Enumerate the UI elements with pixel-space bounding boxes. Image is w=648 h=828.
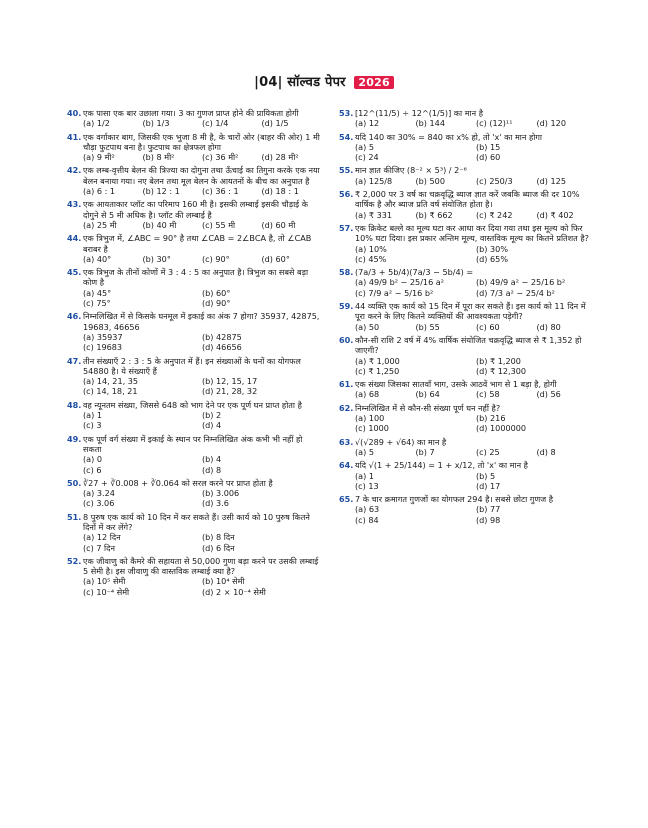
option: (c) 90° (202, 253, 230, 264)
question-line (339, 301, 597, 322)
question-text: एक जीवाणु को कैमरे की सहायता से 50,000 गुणा बड़ा करने पर उसकी लम्बाई 5 सेमी है। इस जीवाणु की वास्तविक लम्बाई क्या है? (83, 555, 319, 577)
option: (a) 9 मी² (83, 152, 115, 163)
options-list (67, 576, 321, 597)
option: (d) 60° (261, 253, 290, 264)
question-line (339, 335, 597, 356)
options-list (339, 277, 597, 298)
question-text: 7 के चार क्रमागत गुणजों का योगफल 294 है। सबसे छोटा गुणज है (355, 494, 554, 505)
option: (c) 36 : 1 (202, 186, 239, 197)
option: (d) 80 (536, 321, 561, 332)
option: (b) 216 (476, 413, 506, 424)
option: (a) 49/9 b² − 25/16 a² (355, 277, 445, 288)
option: (d) ₹ 12,300 (476, 365, 527, 376)
question-number: 59. (339, 301, 354, 312)
options-list (67, 332, 321, 353)
option: (a) 5 (355, 141, 374, 152)
option: (c) 84 (355, 514, 379, 525)
options-list (339, 356, 597, 377)
options-list (67, 376, 321, 397)
option: (b) 5 (476, 470, 496, 481)
question-text: एक त्रिभुज में, ∠ABC = 90° है तथा ∠CAB = 2∠BCA है, तो ∠CAB बराबर है (83, 233, 312, 254)
option: (a) 68 (355, 389, 380, 400)
option: (a) 1 (83, 410, 102, 421)
option: (d) 7/3 a² − 25/4 b² (476, 287, 555, 298)
question-65 (339, 494, 597, 525)
question-text: √(√289 + √64) का मान है (355, 436, 447, 447)
option: (a) 14, 21, 35 (83, 376, 139, 387)
options-list (67, 152, 321, 162)
question-text: एक पासा एक बार उछाला गया। 3 का गुणज प्राप्त होने की प्रायिकता होगी (83, 108, 299, 118)
question-text: वह न्यूनतम संख्या, जिससे 648 को भाग देने पर एक पूर्ण घन प्राप्त होता है (83, 399, 302, 410)
question-text: ₹ 2,000 पर 3 वर्ष का चक्रवृद्धि ब्याज ज्ञात करें जबकि ब्याज की दर 10% वार्षिक है और ब्याज प्रति वर्ष संयोजित होता है। (355, 189, 580, 210)
question-line (67, 132, 321, 153)
question-number: 54. (339, 131, 354, 142)
option: (d) 6 दिन (202, 542, 235, 553)
option: (c) 14, 18, 21 (83, 386, 138, 397)
options-list (339, 176, 597, 186)
question-51 (67, 512, 321, 553)
question-line (67, 311, 321, 332)
option: (c) (12)¹¹ (476, 118, 513, 129)
option: (a) ₹ 1,000 (355, 355, 400, 366)
question-number: 58. (339, 267, 354, 278)
question-number: 50. (67, 477, 82, 488)
option: (d) 120 (536, 118, 566, 129)
options-list (339, 504, 597, 525)
question-line (67, 512, 321, 533)
question-number: 44. (67, 233, 82, 244)
question-text: एक लम्ब-वृत्तीय बेलन की त्रिज्या का दोगुना तथा ऊँचाई का तिगुना करके एक नया बेलन बनाया गया। नए बेलन तथा मूल बेलन के आयतनों के बीच का अनुपात है (83, 165, 320, 186)
option: (b) 3.006 (202, 488, 240, 499)
question-line (339, 379, 597, 389)
option: (c) 3.06 (83, 498, 115, 509)
options-list (339, 118, 597, 128)
question-number: 45. (67, 267, 82, 278)
option: (c) 60 (476, 321, 500, 332)
option: (c) 3 (83, 420, 102, 431)
option: (a) 12 दिन (83, 532, 121, 543)
question-number: 40. (67, 108, 82, 118)
option: (b) 1/3 (142, 118, 170, 129)
option: (d) 8 (202, 464, 222, 475)
option: (d) 4 (202, 420, 222, 431)
right-column (339, 108, 597, 528)
option: (b) 55 (415, 321, 440, 332)
option: (d) 56 (536, 389, 561, 400)
options-list (67, 220, 321, 230)
question-text: एक क्रिकेट बल्ले का मूल्य घटा कर आधा कर दिया गया तथा इस मूल्य को फिर 10% घटा दिया। इस प्रकार अन्तिम मूल्य, वास्तविक मूल्य का कितने प्रतिशत है? (355, 222, 589, 244)
question-43 (67, 199, 321, 230)
option: (a) ₹ 331 (355, 209, 393, 220)
question-line (339, 108, 597, 118)
options-list (339, 389, 597, 399)
option: (d) 46656 (202, 342, 242, 353)
option: (a) 1/2 (83, 118, 110, 129)
option: (c) 7 दिन (83, 542, 115, 553)
option: (a) 63 (355, 504, 380, 515)
option: (c) 1000 (355, 423, 389, 434)
option: (b) 7 (415, 446, 435, 457)
option: (c) 7/9 a² − 5/16 b² (355, 287, 434, 298)
question-number: 46. (67, 311, 82, 322)
option: (a) 5 (355, 446, 374, 457)
options-list (67, 532, 321, 553)
question-41 (67, 132, 321, 163)
option: (d) 3.6 (202, 498, 229, 509)
option: (a) 125/8 (355, 175, 393, 186)
option: (d) 18 : 1 (261, 186, 299, 197)
question-text: निम्नलिखित में से किसके घनमूल में इकाई का अंक 7 होगा? 35937, 42875, 19683, 46656 (83, 311, 320, 332)
question-44 (67, 233, 321, 264)
option: (d) 28 मी² (261, 152, 299, 163)
question-61 (339, 379, 597, 400)
question-line (67, 556, 321, 577)
option: (c) 58 (476, 389, 500, 400)
question-line (67, 267, 321, 288)
question-48 (67, 400, 321, 431)
option: (b) 40 मी (142, 219, 177, 230)
option: (b) 60° (202, 287, 231, 298)
option: (d) 125 (536, 175, 566, 186)
option: (a) 45° (83, 287, 112, 298)
question-number: 64. (339, 460, 354, 471)
question-62 (339, 403, 597, 434)
option: (c) 36 मी² (202, 152, 239, 163)
question-49 (67, 434, 321, 475)
option: (b) 500 (415, 175, 445, 186)
option: (a) 35937 (83, 331, 123, 342)
year-badge: 2026 (354, 76, 393, 89)
question-line (67, 199, 321, 220)
option: (d) 98 (476, 514, 501, 525)
question-53 (339, 108, 597, 129)
option: (c) ₹ 242 (476, 209, 513, 220)
option: (b) 12, 15, 17 (202, 376, 258, 387)
option: (b) 30° (142, 253, 171, 264)
option: (b) 12 : 1 (142, 186, 180, 197)
question-line (339, 132, 597, 142)
question-number: 61. (339, 379, 354, 390)
question-number: 42. (67, 165, 82, 176)
option: (d) 2 × 10⁻⁴ सेमी (202, 586, 266, 597)
question-number: 43. (67, 199, 82, 210)
question-text: [12^(11/5) ÷ 12^(1/5)] का मान है (355, 108, 483, 118)
options-list (339, 210, 597, 220)
option: (b) 10⁴ सेमी (202, 576, 245, 587)
option: (d) 65% (476, 253, 509, 264)
option: (a) 1 (355, 470, 374, 481)
option: (b) 2 (202, 410, 222, 421)
option: (d) 1/5 (261, 118, 289, 129)
option: (c) 10⁻⁴ सेमी (83, 586, 130, 597)
options-list (67, 410, 321, 431)
option: (a) 50 (355, 321, 380, 332)
option: (a) 6 : 1 (83, 186, 116, 197)
question-line (67, 434, 321, 455)
question-45 (67, 267, 321, 308)
question-line (67, 165, 321, 186)
question-number: 57. (339, 222, 354, 233)
option: (c) ₹ 1,250 (355, 365, 400, 376)
question-number: 60. (339, 334, 354, 345)
option: (d) 17 (476, 480, 501, 491)
question-number: 49. (67, 433, 82, 444)
question-text: एक संख्या जिसका सातवाँ भाग, उसके आठवें भाग से 1 बड़ा है, होगी (355, 379, 557, 390)
left-column (67, 108, 321, 600)
option: (d) ₹ 402 (536, 209, 574, 220)
question-text: एक आयताकार प्लॉट का परिमाप 160 मी है। इसकी लम्बाई इसकी चौड़ाई के दोगुने से 5 मी अधिक है। प्लॉट की लम्बाई है (83, 199, 308, 220)
options-list (339, 322, 597, 332)
option: (b) 30% (476, 243, 509, 254)
question-55 (339, 165, 597, 186)
page-number: |04| (254, 75, 283, 90)
page-header (0, 72, 648, 90)
question-number: 52. (67, 555, 82, 566)
question-line (67, 233, 321, 254)
question-63 (339, 437, 597, 458)
question-line (67, 108, 321, 118)
question-number: 47. (67, 355, 82, 366)
question-text: 8 पुरुष एक कार्य को 10 दिन में कर सकते हैं। उसी कार्य को 10 पुरुष कितने दिनों में कर लेंगे? (83, 511, 310, 532)
option: (d) 90° (202, 298, 231, 309)
question-number: 41. (67, 131, 82, 142)
question-line (339, 165, 597, 175)
question-text: एक त्रिभुज के तीनों कोणों में 3 : 4 : 5 का अनुपात है। त्रिभुज का सबसे बड़ा कोण है (83, 267, 309, 288)
options-list (67, 186, 321, 196)
option: (a) 10⁵ सेमी (83, 576, 126, 587)
options-list (67, 254, 321, 264)
option: (d) 8 (536, 446, 556, 457)
options-list (339, 244, 597, 265)
option: (c) 1/4 (202, 118, 229, 129)
option: (b) 42875 (202, 331, 242, 342)
question-line (67, 478, 321, 488)
option: (a) 10% (355, 243, 387, 254)
question-text: कौन-सी राशि 2 वर्ष में 4% वार्षिक संयोजित चक्रवृद्धि ब्याज से ₹ 1,352 हो जाएगी? (355, 334, 582, 356)
option: (b) ₹ 662 (415, 209, 453, 220)
question-line (339, 189, 597, 210)
options-list (339, 471, 597, 492)
question-number: 51. (67, 511, 82, 522)
option: (a) 0 (83, 454, 102, 465)
question-text: 44 व्यक्ति एक कार्य को 15 दिन में पूरा कर सकते हैं। इस कार्य को 11 दिन में पूरा करने के लिए कितने व्यक्तियों की आवश्यकता पड़ेगी? (355, 301, 586, 322)
option: (b) 64 (415, 389, 440, 400)
question-58 (339, 267, 597, 298)
options-list (339, 142, 597, 163)
question-text: एक वर्गाकार बाग, जिसकी एक भुजा 8 मी है, के चारों ओर (बाहर की ओर) 1 मी चौड़ा फुटपाथ बना है। फुटपाथ का क्षेत्रफल होगा (83, 131, 320, 152)
question-number: 56. (339, 189, 354, 200)
question-line (339, 437, 597, 447)
question-42 (67, 165, 321, 196)
option: (b) 49/9 a² − 25/16 b² (476, 277, 566, 288)
question-line (339, 494, 597, 504)
question-text: ∛27 + ∛0.008 + ∛0.064 को सरल करने पर प्राप्त होता है (83, 477, 273, 488)
question-47 (67, 356, 321, 397)
question-text: एक पूर्ण वर्ग संख्या में इकाई के स्थान पर निम्नलिखित अंक कभी भी नहीं हो सकता (83, 433, 303, 454)
question-number: 62. (339, 402, 354, 413)
question-text: तीन संख्याएँ 2 : 3 : 5 के अनुपात में हैं। इन संख्याओं के घनों का योगफल 54880 है। ये संख्याएँ हैं (83, 355, 301, 376)
option: (b) 144 (415, 118, 445, 129)
option: (b) 8 मी² (142, 152, 175, 163)
option: (d) 60 (476, 152, 501, 163)
option: (a) 100 (355, 413, 385, 424)
option: (a) 25 मी (83, 219, 117, 230)
question-number: 63. (339, 436, 354, 447)
question-line (67, 356, 321, 377)
question-line (339, 403, 597, 413)
question-text: मान ज्ञात कीजिए (8⁻² × 5³) / 2⁻⁶ (355, 165, 467, 176)
option: (c) 13 (355, 480, 379, 491)
question-text: यदि √(1 + 25/144) = 1 + x/12, तो 'x' का मान है (355, 460, 528, 471)
question-text: निम्नलिखित में से कौन-सी संख्या पूर्ण घन नहीं है? (355, 402, 501, 413)
option: (c) 19683 (83, 342, 123, 353)
options-list (339, 413, 597, 434)
options-list (67, 288, 321, 309)
question-number: 55. (339, 165, 354, 176)
question-number: 48. (67, 399, 82, 410)
question-line (339, 267, 597, 277)
header-title: सॉल्वड पेपर (287, 75, 346, 90)
option: (b) 4 (202, 454, 222, 465)
question-line (339, 223, 597, 244)
option: (c) 250/3 (476, 175, 513, 186)
option: (b) 77 (476, 504, 501, 515)
question-59 (339, 301, 597, 332)
question-text: यदि 140 का 30% = 840 का x% हो, तो 'x' का मान होगा (355, 131, 543, 142)
question-60 (339, 335, 597, 376)
question-50 (67, 478, 321, 509)
option: (d) 60 मी (261, 219, 296, 230)
question-text: (7a/3 + 5b/4)(7a/3 − 5b/4) = (355, 267, 474, 278)
option: (d) 21, 28, 32 (202, 386, 258, 397)
options-list (339, 447, 597, 457)
option: (b) ₹ 1,200 (476, 355, 521, 366)
options-list (67, 454, 321, 475)
options-list (67, 488, 321, 509)
option: (a) 12 (355, 118, 380, 129)
option: (b) 8 दिन (202, 532, 235, 543)
option: (c) 24 (355, 152, 379, 163)
question-54 (339, 132, 597, 163)
option: (a) 40° (83, 253, 112, 264)
question-64 (339, 460, 597, 491)
option: (c) 55 मी (202, 219, 236, 230)
question-number: 53. (339, 108, 354, 118)
options-list (67, 118, 321, 128)
question-52 (67, 556, 321, 597)
option: (a) 3.24 (83, 488, 115, 499)
option: (c) 6 (83, 464, 102, 475)
question-57 (339, 223, 597, 264)
option: (d) 1000000 (476, 423, 527, 434)
question-line (67, 400, 321, 410)
question-46 (67, 311, 321, 352)
option: (c) 45% (355, 253, 387, 264)
option: (c) 75° (83, 298, 111, 309)
question-number: 65. (339, 494, 354, 505)
option: (b) 15 (476, 141, 501, 152)
option: (c) 25 (476, 446, 500, 457)
question-40 (67, 108, 321, 129)
question-56 (339, 189, 597, 220)
question-line (339, 460, 597, 470)
